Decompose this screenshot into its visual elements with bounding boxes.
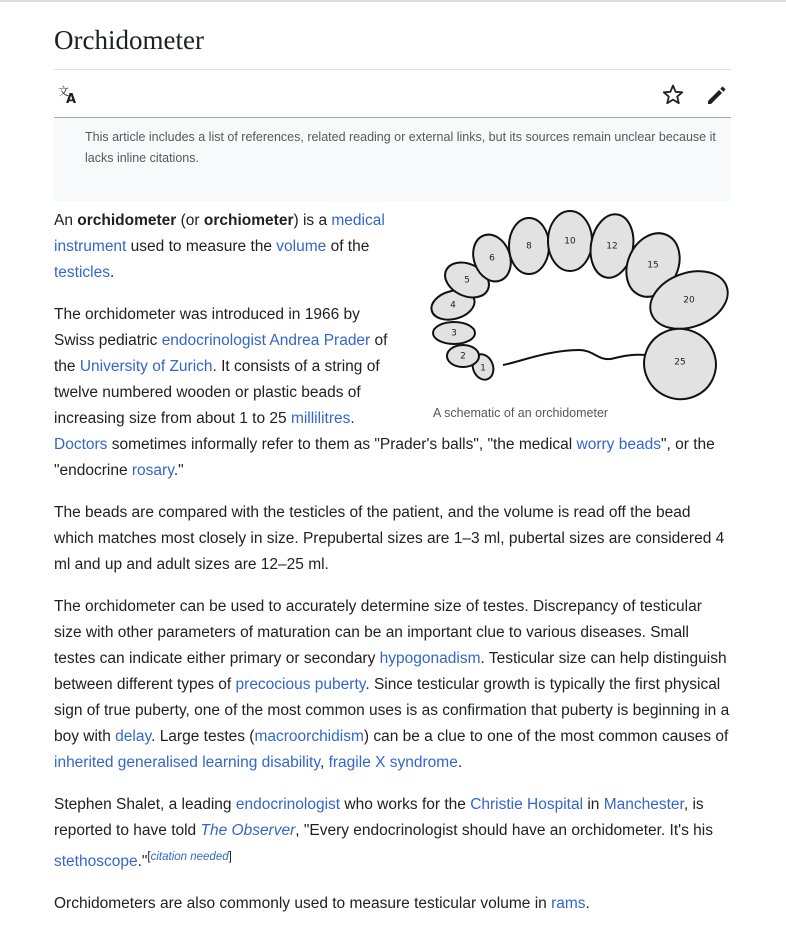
link-andrea-prader[interactable]: Andrea Prader bbox=[269, 332, 371, 349]
italic-title: The Observer bbox=[200, 822, 296, 839]
text: . It consists of a string of twelve numbered wooden or plastic beads of increasing size from about 1 to 25 bbox=[54, 358, 380, 427]
text: . bbox=[457, 754, 463, 771]
text: . bbox=[110, 264, 115, 281]
text: . bbox=[585, 895, 590, 912]
text: The beads are compared with the testicles of the patient, and the volume is read off the bead which matches most closely in size. Prepubertal sizes are 1–3 ml, pubertal sizes are considered 4 ml and up and adult sizes are 12–25 ml. bbox=[54, 504, 725, 573]
link-university-of-zurich[interactable]: University of Zurich bbox=[79, 358, 213, 375]
bead-label: 2 bbox=[460, 351, 466, 362]
bead-3 bbox=[433, 322, 475, 344]
maintenance-notice bbox=[54, 118, 731, 201]
text: ." bbox=[137, 853, 148, 870]
text: in bbox=[583, 796, 604, 813]
paragraph-rams bbox=[54, 891, 731, 917]
link-precocious-puberty[interactable]: precocious puberty bbox=[235, 676, 366, 693]
bead-label: 8 bbox=[526, 241, 532, 252]
bead-label: 12 bbox=[606, 241, 618, 252]
link-inherited-learning-disability[interactable]: inherited generalised learning disability bbox=[54, 754, 320, 771]
link-macroorchidism[interactable]: macroorchidism bbox=[254, 728, 364, 745]
page-title: Orchidometer bbox=[54, 25, 204, 55]
bead-label: 15 bbox=[647, 260, 659, 271]
text: of the bbox=[326, 238, 370, 255]
link-fragile-x-syndrome[interactable]: fragile X syndrome bbox=[328, 754, 458, 771]
link-manchester[interactable]: Manchester bbox=[603, 796, 684, 813]
bead-label: 3 bbox=[451, 328, 457, 339]
text: The orchidometer was introduced in 1966 by Swiss pediatric bbox=[54, 306, 360, 349]
text: (or bbox=[176, 212, 204, 229]
page-toolbar bbox=[54, 78, 731, 112]
notice-text: This article includes a list of references, related reading or external links, but its sources remain unclear because it lacks inline citations. bbox=[85, 130, 716, 165]
bead-label: 10 bbox=[564, 236, 576, 247]
article-body bbox=[54, 208, 731, 933]
text: ) is a bbox=[293, 212, 332, 229]
bead-25 bbox=[634, 319, 726, 402]
link-rosary[interactable]: rosary bbox=[131, 462, 174, 479]
title-divider bbox=[54, 69, 731, 70]
text: An bbox=[54, 212, 78, 229]
svg-text:A: A bbox=[66, 92, 77, 107]
link-delay[interactable]: delay bbox=[115, 728, 152, 745]
paragraph-quote bbox=[54, 792, 731, 875]
text: . Since testicular growth is typically the first physical sign of true puberty, one of the most common uses is as confirmation that puberty is beginning in a boy with bbox=[54, 676, 730, 745]
link-stethoscope[interactable]: stethoscope bbox=[54, 853, 138, 870]
bead-label: 20 bbox=[683, 295, 695, 306]
link-volume[interactable]: volume bbox=[276, 238, 327, 255]
figure-caption: A schematic of an orchidometer bbox=[433, 406, 609, 420]
paragraph-clinical bbox=[54, 594, 731, 776]
link-rams[interactable]: rams bbox=[551, 895, 586, 912]
link-endocrinologist[interactable]: endocrinologist bbox=[161, 332, 266, 349]
text: used to measure the bbox=[126, 238, 277, 255]
pencil-icon[interactable] bbox=[704, 82, 730, 108]
link-christie-hospital[interactable]: Christie Hospital bbox=[470, 796, 584, 813]
bead-label: 5 bbox=[464, 275, 470, 286]
link-millilitres[interactable]: millilitres bbox=[290, 410, 351, 427]
text: , is reported to have told bbox=[54, 796, 704, 839]
figure bbox=[429, 208, 731, 422]
star-icon[interactable] bbox=[660, 82, 686, 108]
bead-label: 4 bbox=[450, 300, 456, 311]
bead-label: 25 bbox=[674, 357, 686, 368]
text: Stephen Shalet, a leading bbox=[54, 796, 236, 813]
text: Orchidometers are also commonly used to measure testicular volume in bbox=[54, 895, 552, 912]
bead-10 bbox=[548, 211, 592, 271]
bold-term: orchidometer bbox=[77, 212, 177, 229]
citation-needed-link[interactable] bbox=[151, 851, 229, 863]
text: ", or the "endocrine bbox=[54, 436, 715, 479]
text: who works for the bbox=[340, 796, 471, 813]
svg-text:文: 文 bbox=[58, 85, 69, 98]
bead-label: 6 bbox=[489, 253, 495, 264]
link-doctors[interactable]: Doctors bbox=[54, 436, 108, 453]
link-hypogonadism[interactable]: hypogonadism bbox=[379, 650, 481, 667]
link-endocrinologist[interactable]: endocrinologist bbox=[235, 796, 341, 813]
text: . bbox=[350, 410, 355, 427]
paragraph-usage bbox=[54, 500, 731, 578]
bead-label: 1 bbox=[480, 363, 486, 374]
text: . Large testes ( bbox=[151, 728, 255, 745]
text: , "Every endocrinologist should have an orchidometer. It's his bbox=[295, 822, 713, 839]
text: of the bbox=[54, 332, 388, 375]
bead-8 bbox=[509, 218, 549, 274]
text: ) can be a clue to one of the most common causes of bbox=[363, 728, 729, 745]
text: ." bbox=[173, 462, 184, 479]
bracket: ] bbox=[228, 851, 232, 863]
translate-icon[interactable] bbox=[55, 82, 81, 108]
citation-needed-label: citation needed bbox=[150, 851, 229, 863]
link-testicles[interactable]: testicles bbox=[54, 264, 110, 281]
text: sometimes informally refer to them as "Prader's balls", "the medical bbox=[107, 436, 577, 453]
link-medical-instrument[interactable]: medical instrument bbox=[54, 212, 385, 255]
bead-string bbox=[503, 350, 661, 365]
link-the-observer[interactable] bbox=[201, 822, 296, 839]
text: . Testicular size can help distinguish between different types of bbox=[54, 650, 727, 693]
link-worry-beads[interactable]: worry beads bbox=[576, 436, 661, 453]
orchidometer-schematic bbox=[429, 208, 731, 402]
bracket: [ bbox=[147, 851, 151, 863]
text: , bbox=[319, 754, 329, 771]
bead-2 bbox=[447, 345, 479, 367]
text: The orchidometer can be used to accurately determine size of testes. Discrepancy of testicular size with other parameters of maturation can be an important clue to various diseases. Small testes can indicate either primary or secondary bbox=[54, 598, 702, 667]
top-border bbox=[0, 0, 786, 2]
bold-term: orchiometer bbox=[203, 212, 294, 229]
